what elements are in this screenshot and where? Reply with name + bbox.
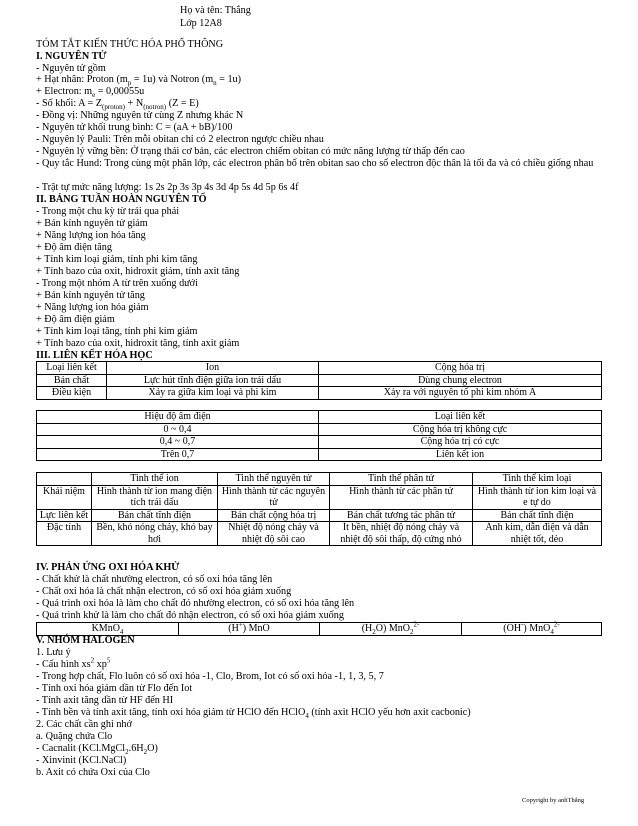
- s2-line: + Tính kim loại tăng, tính phi kim giảm: [36, 326, 198, 337]
- s1-line-5: - Đồng vị: Những nguyên tử cùng Z nhưng khác N: [36, 110, 244, 121]
- s1-line-3: + Electron: $m_e = 0,00055u$: [36, 86, 145, 100]
- s4-line-1: - Chất khử là chất nhường electron, có số oxi hóa tăng lên: [36, 574, 273, 585]
- section-4-heading: IV. PHẢN ỨNG OXI HÓA KHỬ: [36, 562, 180, 573]
- table-row: Đặc tính Bền, khó nóng chảy, khó bay hơi Nhiệt độ nóng chảy và nhiệt độ sôi cao Ít bền, nhiệt độ nóng chảy và nhiệt độ sôi thấp, độ cứng nhỏ Ánh kim, dẫn điện và dẫn nhiệt tốt, dẻo: [37, 522, 602, 546]
- table-row: Tinh thể ion Tinh thể nguyên tử Tinh thể phân tử Tinh thể kim loại: [37, 473, 602, 486]
- table-row: Loại liên kết Ion Cộng hóa trị: [37, 362, 602, 375]
- student-class: Lớp 12A8: [180, 18, 222, 29]
- kmno4-table: [36, 622, 602, 636]
- copyright-footer: Copyright by anhThắng: [522, 797, 585, 804]
- s1-line-4: - Số khối: $A = Z_{(proton)} + N_{(notron)}$ (Z = E): [36, 98, 199, 112]
- table-row: 0,4 ~ 0,7 Cộng hóa trị có cực: [37, 436, 602, 449]
- electronegativity-table: [36, 410, 602, 461]
- s1-line-7: - Nguyên lý Pauli: Trên mỗi obitan chỉ có 2 electron ngược chiều nhau: [36, 134, 324, 145]
- table-row: Khái niệm Hình thành từ ion mang điện tích trái dấu Hình thành từ các nguyên tử Hình thành từ các phân tử Hình thành từ ion kim loại và e tự do: [37, 485, 602, 509]
- s5-line-6: - Tính bền và tính axit tăng, tính oxi hóa giảm từ HClO đến HClO$_4$ (tính axit HClO yếu hơn axit cacbonic): [36, 707, 471, 721]
- s5-line-9: - Cacnalit $(KCl.MgCl_2.6H_2O)$: [36, 743, 158, 757]
- s2-line: - Trong một chu kỳ từ trái qua phải: [36, 206, 180, 217]
- document-title: TÓM TẮT KIẾN THỨC HÓA PHỔ THÔNG: [36, 39, 224, 50]
- s2-line: - Trong một nhóm A từ trên xuống dưới: [36, 278, 198, 289]
- s1-line-9: - Quy tắc Hund: Trong cùng một phân lớp, các electron phân bố trên obitan sao cho số electron độc thân là tối đa và có chiều giống nhau: [36, 158, 594, 169]
- s5-line-2: - Cấu hình $xs^2$ $xp^5$: [36, 656, 111, 670]
- s1-line-6: - Nguyên tử khối trung bình: C = (aA + bB)/100: [36, 122, 233, 133]
- s5-line-7: 2. Các chất cần ghi nhớ: [36, 719, 132, 730]
- s4-line-4: - Quá trình khử là làm cho chất đó nhận electron, có số oxi hóa giảm xuống: [36, 610, 344, 621]
- s1-line-2: + Hạt nhân: Proton $(m_p = 1u)$ và Notron $(m_n = 1u)$: [36, 74, 242, 88]
- student-name: Họ và tên: Thắng: [180, 5, 251, 16]
- table-row: KMnO$_4$ (H+) MnO $(H_2O)$ MnO$_2^{2-}$ (OH-) MnO$_4^{2-}$: [37, 623, 602, 636]
- s1-line-10: - Trật tự mức năng lượng: 1s 2s 2p 3s 3p 4s 3d 4p 5s 4d 5p 6s 4f: [36, 182, 299, 193]
- bond-type-table: [36, 361, 602, 400]
- table-row: 0 ~ 0,4 Cộng hóa trị không cực: [37, 423, 602, 436]
- section-1-heading: I. NGUYÊN TỬ: [36, 51, 107, 62]
- section-3-heading: III. LIÊN KẾT HÓA HỌC: [36, 350, 153, 361]
- table-row: Trên 0,7 Liên kết ion: [37, 448, 602, 461]
- s2-line: + Năng lượng ion hóa giảm: [36, 302, 149, 313]
- s1-line-8: - Nguyên lý vững bền: Ở trạng thái cơ bản, các electron chiếm obitan có mức năng lượng từ thấp đến cao: [36, 146, 465, 157]
- s5-line-5: - Tính axit tăng dần từ HF đến HI: [36, 695, 174, 706]
- s4-line-2: - Chất oxi hóa là chất nhận electron, có số oxi hóa giảm xuống: [36, 586, 292, 597]
- s1-line-1: - Nguyên tử gồm: [36, 63, 106, 74]
- s2-line: + Bán kính nguyên tử tăng: [36, 290, 145, 301]
- crystal-table: [36, 472, 602, 546]
- s2-line: + Tính kim loại giảm, tính phi kim tăng: [36, 254, 198, 265]
- table-row: Lực liên kết Bản chất tĩnh điện Bản chất cộng hóa trị Bản chất tương tác phân tử Bản chất tĩnh điện: [37, 509, 602, 522]
- section-2-heading: II. BẢNG TUẦN HOÀN NGUYÊN TỐ: [36, 194, 207, 205]
- table-row: Bản chất Lực hút tĩnh điện giữa ion trái dấu Dùng chung electron: [37, 374, 602, 387]
- s4-line-3: - Quá trình oxi hóa là làm cho chất đó nhường electron, có số oxi hóa tăng lên: [36, 598, 355, 609]
- s5-line-4: - Tính oxi hóa giảm dần từ Flo đến Iot: [36, 683, 193, 694]
- s2-line: + Độ âm điện giảm: [36, 314, 115, 325]
- section-5-heading: V. NHÓM HALOGEN: [36, 635, 135, 646]
- s2-line: + Năng lượng ion hóa tăng: [36, 230, 146, 241]
- table-row: Điều kiện Xảy ra giữa kim loại và phi kim Xảy ra với nguyên tố phi kim nhóm A: [37, 387, 602, 400]
- s2-line: + Tính bazo của oxit, hidroxit giảm, tính axit tăng: [36, 266, 240, 277]
- s5-line-1: 1. Lưu ý: [36, 647, 71, 658]
- s2-line: + Độ âm điện tăng: [36, 242, 112, 253]
- table-row: Hiệu độ âm điện Loại liên kết: [37, 411, 602, 424]
- s2-line: + Bán kính nguyên tử giảm: [36, 218, 148, 229]
- s2-line: + Tính bazo của oxit, hidroxit tăng, tính axit giảm: [36, 338, 240, 349]
- s5-line-8: a. Quặng chứa Clo: [36, 731, 113, 742]
- s5-line-11: b. Axit có chứa Oxi của Clo: [36, 767, 150, 778]
- s5-line-3: - Trong hợp chất, Flo luôn có số oxi hóa -1, Clo, Brom, Iot có số oxi hóa -1, 1, 3, 5, 7: [36, 671, 384, 682]
- s5-line-10: - Xinvinit (KCl.NaCl): [36, 755, 127, 766]
